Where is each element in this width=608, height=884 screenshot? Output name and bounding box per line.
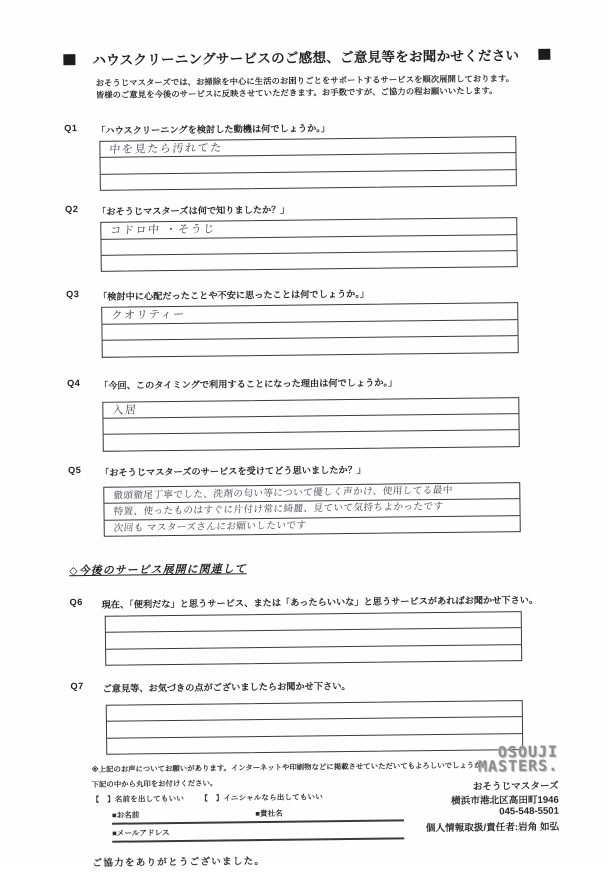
footer-left (91, 760, 489, 870)
company-address: 横浜市港北区高田町1946 (451, 794, 559, 807)
circle-instruction: 下記の中から丸印をお付けください。 (91, 778, 218, 790)
section-heading: ◇今後のサービス展開に関連して (69, 563, 247, 578)
handwritten-answer: 入居 (111, 403, 139, 417)
form-header (63, 44, 550, 70)
question-number: Q1 (64, 123, 78, 134)
handwritten-answer: 特置、使ったものはすぐに片付け常に綺麗、見ていて気持ちよかったです (113, 501, 444, 518)
handwritten-answer: クオリティー (110, 309, 187, 323)
intro-line-1: おそうじマスターズでは、お掃除を中心に生活のお困りごとをサポートするサービスを順次展開しております。 (95, 73, 515, 88)
question-q7 (70, 676, 557, 696)
black-square-icon (63, 54, 75, 65)
option-show-name: 【 】名前を出してもいい (91, 794, 185, 805)
name-field-label: ■お名前 (111, 810, 140, 820)
question-number: Q6 (69, 596, 83, 608)
permission-options (92, 790, 442, 805)
answer-line (106, 645, 521, 665)
page-title: ハウスクリーニングサービスのご感想、ご意見等をお聞かせください (92, 48, 520, 68)
osouji-masters-logo (425, 742, 559, 777)
question-q2 (65, 199, 552, 219)
footer-right (425, 742, 560, 834)
answer-box-q4 (102, 397, 520, 452)
logo-line-1: OSOUJI (497, 742, 559, 762)
question-number: Q7 (70, 681, 84, 692)
question-q5 (68, 459, 555, 479)
answer-box-q3 (101, 302, 519, 357)
question-text: ご意見等、お気づきの点がございましたらお聞かせ下さい。 (102, 681, 351, 694)
question-q6 (69, 592, 556, 612)
question-number: Q4 (67, 377, 81, 388)
answer-line (101, 170, 516, 190)
logo-line-2: MASTERS. (478, 757, 559, 777)
form-intro (96, 72, 551, 101)
question-text: 「おそうじマスターズのサービスを受けてどう思いましたか？」 (100, 464, 367, 478)
question-number: Q5 (67, 464, 82, 475)
answer-line (102, 251, 517, 271)
question-number: Q2 (65, 204, 79, 215)
answer-box-q6 (105, 611, 523, 666)
option-show-initials: 【 】イニシャルなら出してもいい (200, 792, 324, 803)
handwritten-answer: コドロ中 ・そうじ (109, 223, 217, 238)
company-name: おそうじマスターズ (472, 780, 559, 793)
question-q3 (66, 284, 553, 304)
question-text: 「検討中に心配だったことや不安に思ったことは何でしょうか。」 (98, 289, 370, 303)
email-field (112, 825, 404, 843)
answer-line (105, 516, 520, 536)
answer-line (103, 336, 518, 356)
publication-permission-note: ※上記のお声についてお願いがあります。インターネットや印刷物などに掲載させていただいてもよろしいでしょうか？ (91, 760, 489, 775)
handwritten-answer: 中を見たら汚れてた (108, 142, 224, 157)
question-q1 (64, 118, 551, 138)
thanks-message: ご協力をありがとうございました。 (92, 856, 266, 870)
answer-box-q2 (100, 217, 518, 272)
question-number: Q3 (66, 289, 80, 300)
form-footer (71, 742, 560, 884)
question-text: 「ハウスクリーニングを検討した動機は何でしょうか。」 (96, 123, 331, 136)
answer-line (104, 430, 519, 450)
question-text: 「おそうじマスターズは何で知りましたか？」 (97, 204, 290, 218)
form-content (63, 44, 559, 884)
answer-box-q1 (99, 136, 517, 191)
privacy-officer: 個人情報取扱/責任者:岩角 如弘 (425, 821, 560, 834)
answer-box-q5 (103, 482, 521, 537)
company-phone: 045-548-5501 (499, 805, 560, 818)
question-text: 現在、「便利だな」と思うサービス、または「あったらいいな」と思うサービスがあればお聞かせ下さい。 (101, 594, 539, 610)
intro-line-2: 皆様のご意見を今後のサービスに反映させていただきます。お手数ですが、ご協力の程お願いいたします。 (95, 85, 498, 100)
company-field-label: ■貴社名 (255, 809, 283, 819)
black-square-icon (538, 48, 550, 59)
question-text: 「今回、このタイミングで利用することになった理由は何でしょうか。」 (99, 377, 398, 391)
email-field-label: ■メールアドレス (112, 828, 170, 838)
handwritten-answer: 次回も マスターズさんにお願いしたいです (113, 519, 307, 534)
name-company-field (112, 807, 404, 825)
question-q4 (67, 372, 554, 392)
handwritten-answer: 徹頭徹尾丁寧でした、洗剤の匂い等について優しく声かけ、使用してる最中 (112, 484, 454, 502)
